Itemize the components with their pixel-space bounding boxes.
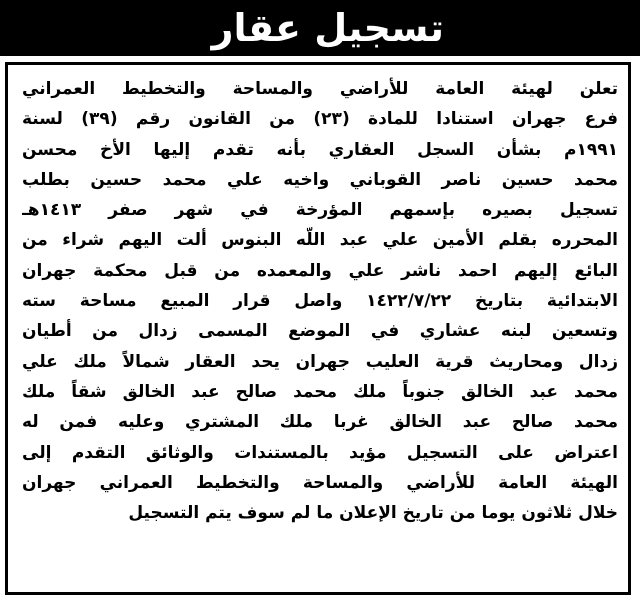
notice-line: خلال ثلاثون يوما من تاريخ الإعلان ما لم سوف يتم التسجيل [128, 503, 618, 524]
notice-line: زدال ومحاريث قرية العليب جهران يحد العقار شمالاً ملك علي [22, 351, 618, 372]
notice-line: محمد صالح عبد الخالق غربا ملك المشتري وعليه فمن له [22, 412, 618, 433]
notice-body [22, 74, 618, 528]
notice-line: اعتراض على التسجيل مؤيد بالمستندات والوثائق التقدم إلى [22, 442, 618, 463]
notice-line: محمد عبد الخالق جنوباً ملك محمد صالح عبد الخالق شقاً ملك [22, 381, 618, 402]
notice-line: فرع جهران استنادا للمادة (٢٣) من القانون رقم (٣٩) لسنة [22, 109, 618, 130]
notice-line: المحرره بقلم الأمين علي عبد اللّه البنوس ألت اليهم شراء من [22, 230, 618, 251]
notice-line: الهيئة العامة للأراضي والمساحة والتخطيط العمراني جهران [22, 472, 618, 493]
notice-line: محمد حسين ناصر القوباني واخيه علي محمد حسين بطلب [22, 169, 618, 190]
notice-line: البائع إليهم احمد ناشر علي والمعمده من قبل محكمة جهران [22, 260, 618, 281]
notice-line: وتسعين لبنه عشاري في الموضع المسمى زدال من أطيان [22, 321, 618, 342]
notice-line: الابتدائية بتاريخ ١٤٢٢/٧/٢٢ واصل قرار المبيع مساحة سته [22, 291, 618, 312]
header-bar [0, 0, 640, 56]
title-box [212, 0, 444, 56]
notice-line: ١٩٩١م بشأن السجل العقاري بأنه تقدم إليها الأخ محسن [22, 139, 618, 160]
notice-line: تسجيل بصيره بإسمهم المؤرخة في شهر صفر ١٤١٣هـ [22, 200, 618, 221]
notice-title: تسجيل عقار [211, 6, 444, 50]
notice-line: تعلن لهيئة العامة للأراضي والمساحة والتخطيط العمراني [22, 79, 618, 99]
